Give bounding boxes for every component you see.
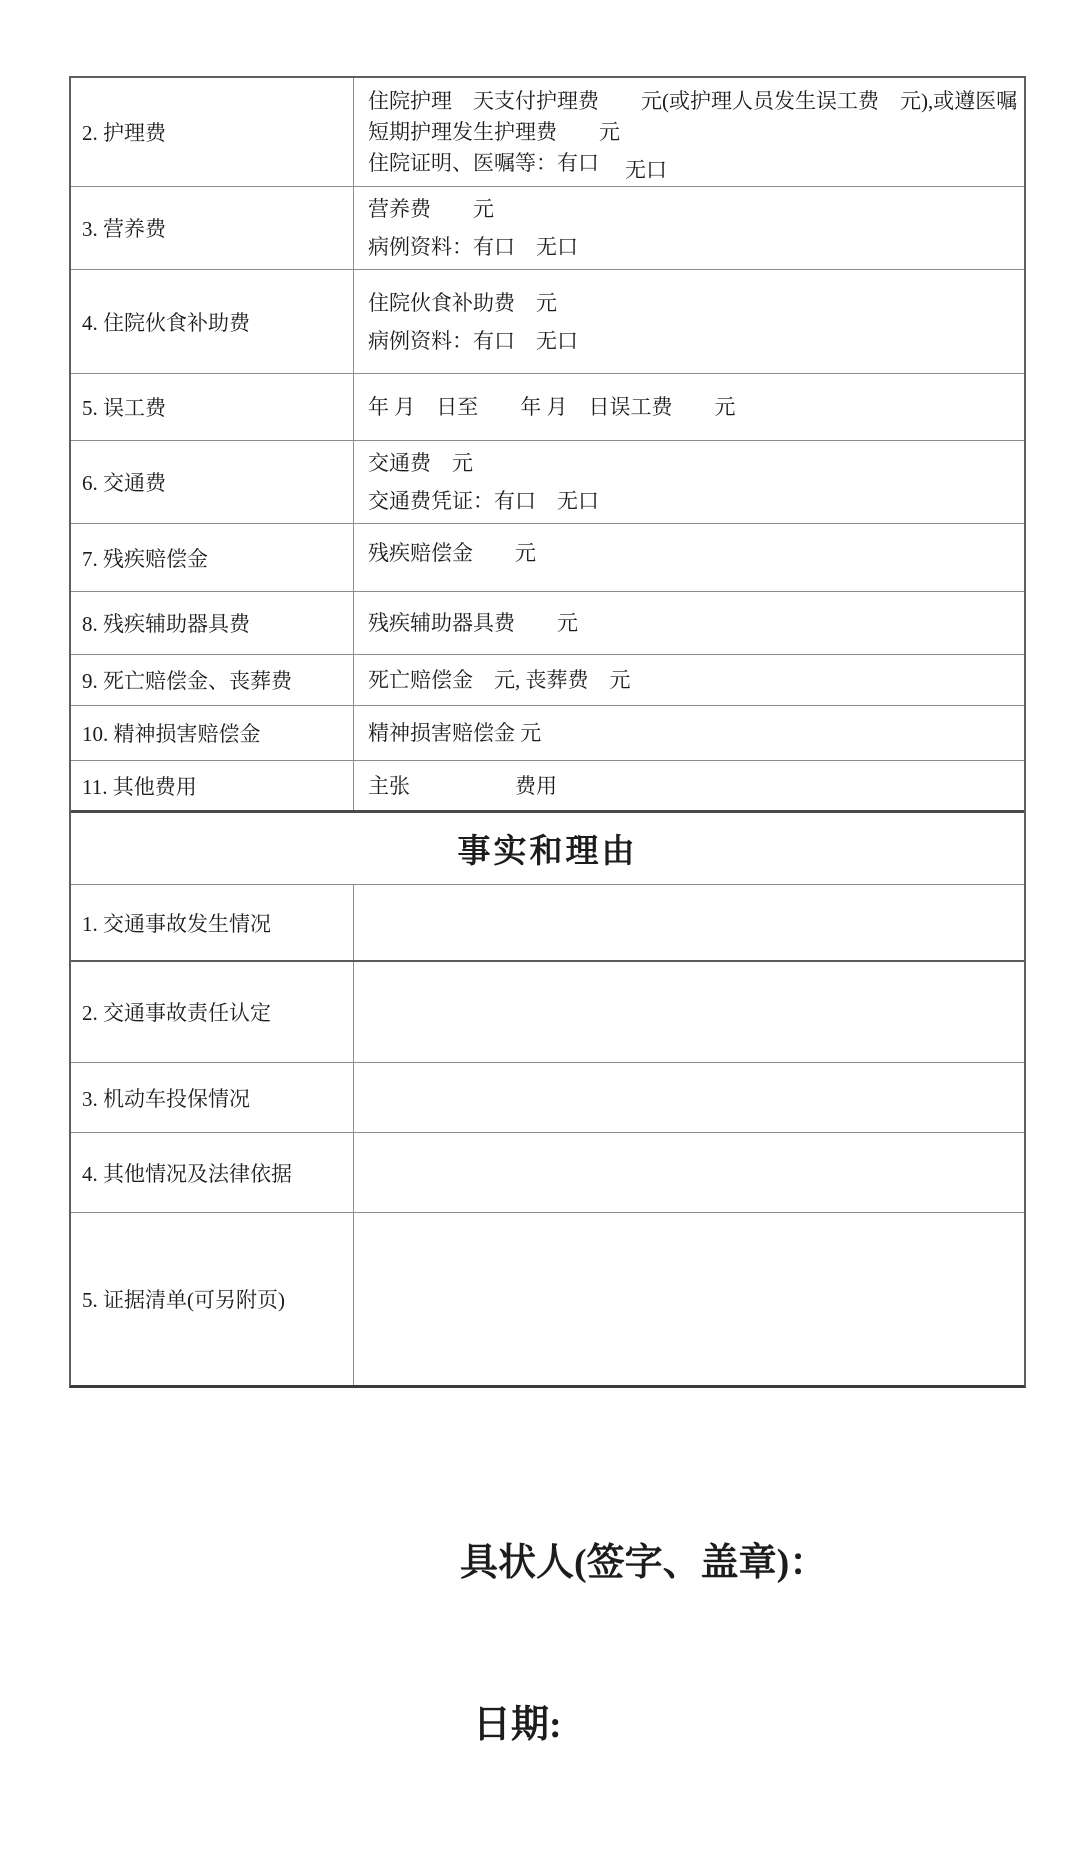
fee-line: 短期护理发生护理费 元 bbox=[368, 119, 620, 144]
row-content-cell bbox=[354, 270, 1024, 373]
row-label-cell bbox=[71, 441, 354, 523]
date-label: 日期: bbox=[473, 1704, 562, 1746]
fee-row-disability-compensation bbox=[71, 523, 1024, 591]
row-label: 8. 残疾辅助器具费 bbox=[82, 612, 250, 636]
fee-row-hospital-food-subsidy bbox=[71, 269, 1024, 373]
row-label: 9. 死亡赔偿金、丧葬费 bbox=[82, 669, 292, 693]
row-content-cell bbox=[354, 761, 1024, 810]
row-content-cell bbox=[354, 441, 1024, 523]
row-label: 11. 其他费用 bbox=[82, 774, 197, 799]
fee-line: 精神损害赔偿金 元 bbox=[368, 721, 542, 745]
fee-line: 交通费 元 bbox=[368, 451, 473, 475]
fact-row-other-legal-basis bbox=[71, 1132, 1024, 1212]
signer-label: 具状人(签字、盖章)： bbox=[460, 1542, 828, 1584]
row-content-cell bbox=[354, 592, 1024, 654]
fact-row-accident-occurrence bbox=[71, 884, 1024, 960]
fee-line: 主张 费用 bbox=[368, 773, 557, 798]
row-label-cell bbox=[71, 78, 354, 186]
row-label-cell bbox=[71, 270, 354, 373]
fee-row-transportation-fee bbox=[71, 440, 1024, 523]
row-label: 5. 证据清单(可另附页) bbox=[82, 1288, 285, 1312]
row-label: 1. 交通事故发生情况 bbox=[82, 911, 271, 936]
fee-line: 年 月 日至 年 月 日误工费 元 bbox=[368, 395, 736, 419]
fee-row-death-compensation-funeral bbox=[71, 654, 1024, 705]
fee-row-lost-income bbox=[71, 373, 1024, 440]
fact-row-responsibility-determination bbox=[71, 960, 1024, 1062]
fee-row-nursing-fee bbox=[71, 78, 1024, 186]
row-content-cell-empty bbox=[354, 885, 1024, 960]
compensation-claim-table bbox=[69, 76, 1026, 1388]
row-label-cell bbox=[71, 1063, 354, 1132]
row-content-cell-empty bbox=[354, 962, 1024, 1062]
row-content-cell bbox=[354, 374, 1024, 440]
signature-block bbox=[460, 1428, 827, 1860]
row-label: 3. 营养费 bbox=[82, 217, 166, 241]
row-label-cell bbox=[71, 885, 354, 960]
row-label: 5. 误工费 bbox=[82, 396, 166, 420]
row-content-cell bbox=[354, 706, 1024, 760]
fee-row-mental-damage-compensation bbox=[71, 705, 1024, 760]
row-label-cell bbox=[71, 1213, 354, 1385]
row-label-cell bbox=[71, 1133, 354, 1212]
fee-line: 营养费 元 bbox=[368, 197, 494, 221]
row-label-cell bbox=[71, 592, 354, 654]
fact-row-vehicle-insurance bbox=[71, 1062, 1024, 1132]
row-label-cell bbox=[71, 524, 354, 591]
fee-row-nutrition-fee bbox=[71, 186, 1024, 269]
row-label: 3. 机动车投保情况 bbox=[82, 1086, 250, 1111]
row-label: 6. 交通费 bbox=[82, 471, 166, 495]
row-label: 4. 其他情况及法律依据 bbox=[82, 1161, 292, 1186]
row-label-cell bbox=[71, 655, 354, 705]
row-label-cell bbox=[71, 374, 354, 440]
fee-line: 残疾赔偿金 元 bbox=[368, 541, 536, 565]
row-label: 2. 交通事故责任认定 bbox=[82, 1001, 271, 1025]
row-label: 10. 精神损害赔偿金 bbox=[82, 722, 261, 746]
fee-line bbox=[368, 148, 1017, 182]
fee-line: 病例资料：有口 无口 bbox=[368, 328, 578, 353]
checkbox-label-has: 住院证明、医嘱等：有口 bbox=[368, 150, 599, 175]
row-content-cell-empty bbox=[354, 1213, 1024, 1385]
fact-row-evidence-list bbox=[71, 1212, 1024, 1385]
row-content-cell-empty bbox=[354, 1063, 1024, 1132]
row-label: 7. 残疾赔偿金 bbox=[82, 546, 208, 571]
row-content-cell bbox=[354, 524, 1024, 591]
row-content-cell bbox=[354, 187, 1024, 269]
row-content-cell bbox=[354, 655, 1024, 705]
fee-row-disability-equipment-fee bbox=[71, 591, 1024, 654]
row-label: 2. 护理费 bbox=[82, 121, 166, 145]
row-content-cell-empty bbox=[354, 1133, 1024, 1212]
fee-line: 残疾辅助器具费 元 bbox=[368, 611, 578, 635]
row-label-cell bbox=[71, 962, 354, 1062]
checkbox-label-none: 无口 bbox=[625, 157, 667, 182]
fee-line: 交通费凭证：有口 无口 bbox=[368, 489, 599, 513]
fee-line: 住院伙食补助费 元 bbox=[368, 290, 557, 315]
row-label: 4. 住院伙食补助费 bbox=[82, 310, 250, 335]
fee-line: 死亡赔偿金 元, 丧葬费 元 bbox=[368, 668, 631, 692]
row-label-cell bbox=[71, 706, 354, 760]
row-label-cell bbox=[71, 761, 354, 810]
facts-section-title: 事实和理由 bbox=[71, 810, 1024, 884]
fee-row-other-expenses bbox=[71, 760, 1024, 810]
row-label-cell bbox=[71, 187, 354, 269]
fee-line: 住院护理 天支付护理费 元(或护理人员发生误工费 元),或遵医嘱 bbox=[368, 88, 1018, 113]
row-content-cell bbox=[354, 78, 1031, 186]
fee-line: 病例资料：有口 无口 bbox=[368, 235, 578, 259]
